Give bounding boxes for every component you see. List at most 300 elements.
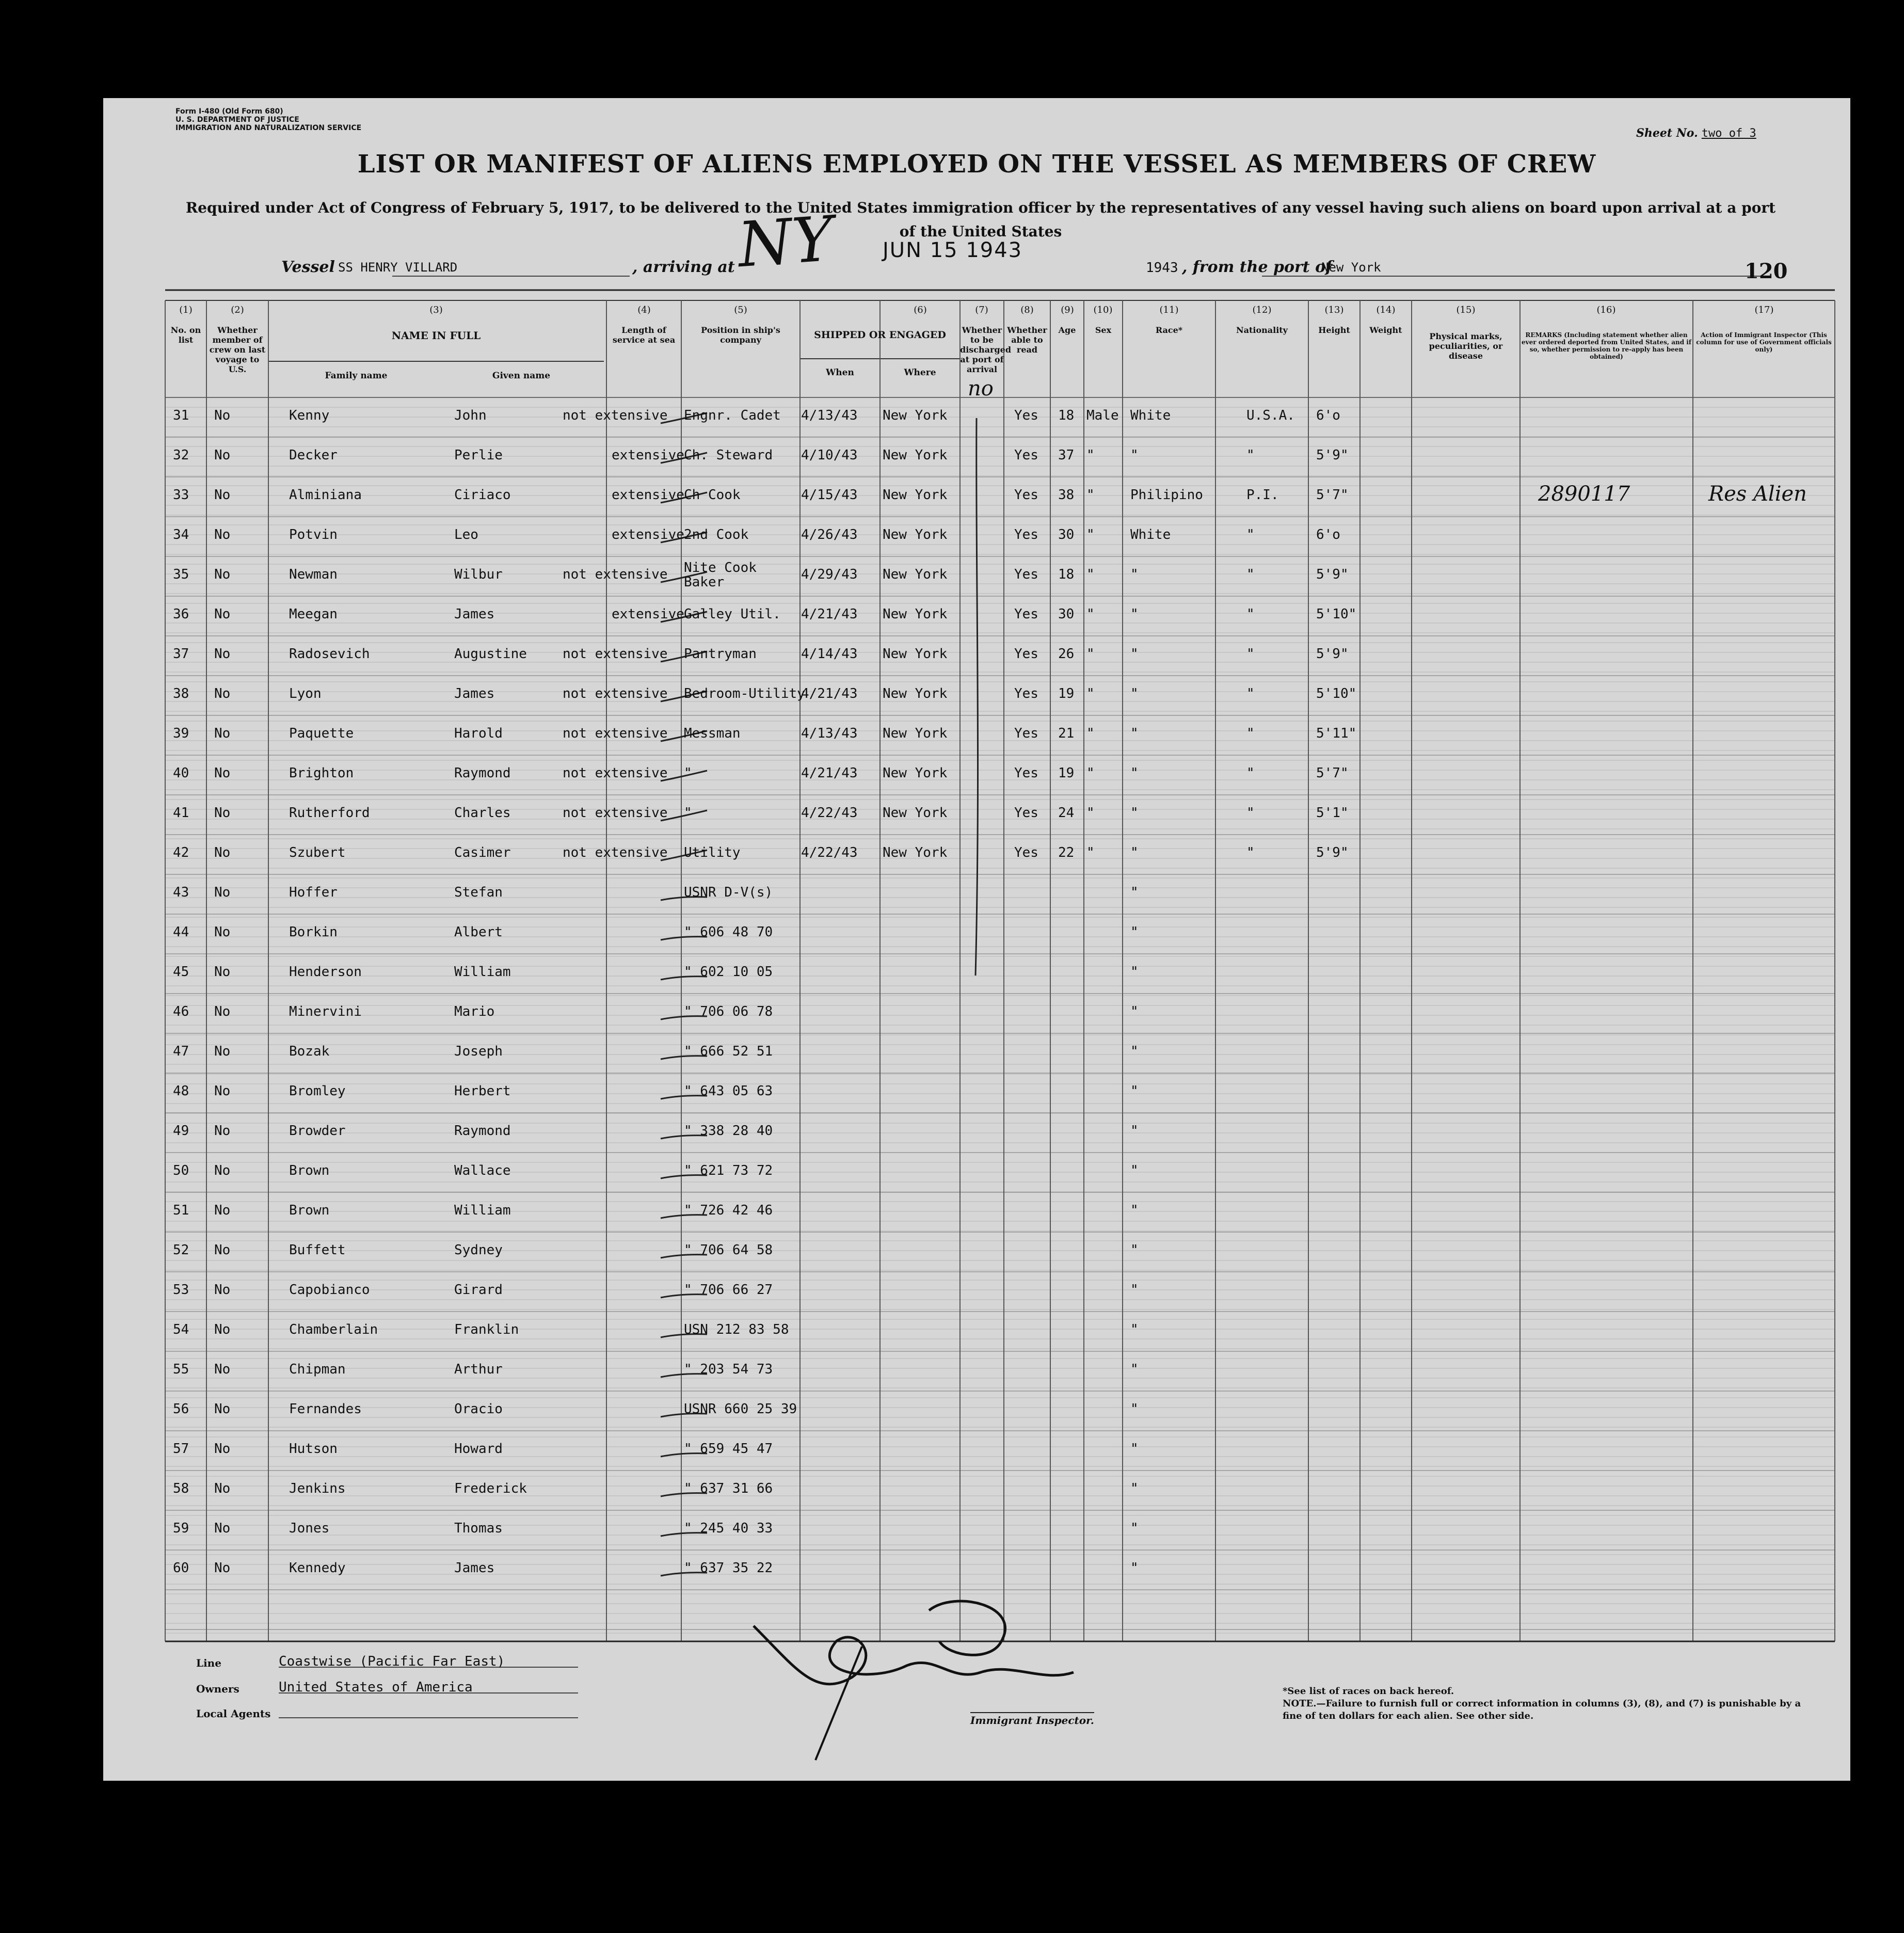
shipped-where-cell: New York bbox=[883, 686, 948, 701]
sex-cell: " bbox=[1086, 726, 1095, 741]
position-cell: " 706 64 58 bbox=[684, 1242, 773, 1258]
length-of-service-cell: not extensive bbox=[563, 686, 668, 701]
race-cell: " bbox=[1130, 1123, 1139, 1139]
shipped-when-cell: 4/21/43 bbox=[801, 765, 858, 781]
column-number-16: (16) bbox=[1596, 305, 1616, 315]
row-number-cell: 59 bbox=[173, 1521, 189, 1536]
race-cell: " bbox=[1130, 1004, 1139, 1019]
sex-cell: Male bbox=[1086, 408, 1119, 423]
shipped-where-cell: New York bbox=[883, 646, 948, 662]
race-cell: " bbox=[1130, 1521, 1139, 1536]
given-name-header: Given name bbox=[492, 371, 551, 381]
given-name-cell: Ciriaco bbox=[454, 487, 511, 503]
family-name-cell: Potvin bbox=[289, 527, 338, 542]
given-name-cell: Charles bbox=[454, 805, 511, 821]
length-of-service-cell: not extensive bbox=[563, 726, 668, 741]
shipped-where-cell: New York bbox=[883, 448, 948, 463]
shipped-where-cell: New York bbox=[883, 408, 948, 423]
last-voyage-cell: No bbox=[214, 527, 231, 542]
position-cell: " 637 35 22 bbox=[684, 1560, 773, 1576]
shipped-when-cell: 4/29/43 bbox=[801, 567, 858, 582]
race-cell: " bbox=[1130, 606, 1139, 622]
last-voyage-cell: No bbox=[214, 845, 231, 860]
column-number-1: (1) bbox=[179, 305, 193, 315]
race-cell: " bbox=[1130, 1163, 1139, 1178]
height-cell: 6'o bbox=[1316, 527, 1340, 542]
race-cell: " bbox=[1130, 924, 1139, 940]
race-cell: " bbox=[1130, 885, 1139, 900]
sex-cell: " bbox=[1086, 527, 1095, 542]
length-of-service-cell: not extensive bbox=[563, 646, 668, 662]
inspector-label: Immigrant Inspector. bbox=[970, 1712, 1094, 1727]
position-cell: Engnr. Cadet bbox=[684, 408, 781, 423]
length-of-service-cell: not extensive bbox=[563, 845, 668, 860]
column-header-15: Physical marks, peculiarities, or disease bbox=[1429, 331, 1503, 361]
from-port-value: New York bbox=[1321, 260, 1381, 275]
given-name-cell: Raymond bbox=[454, 1123, 511, 1139]
column-number-7: (7) bbox=[975, 305, 988, 315]
row-number-cell: 41 bbox=[173, 805, 189, 821]
sex-cell: " bbox=[1086, 487, 1095, 503]
column-header-1: No. on list bbox=[170, 325, 201, 345]
able-to-read-cell: Yes bbox=[1014, 845, 1038, 860]
column-number-14: (14) bbox=[1376, 305, 1396, 315]
row-number-cell: 56 bbox=[173, 1401, 189, 1417]
given-name-cell: Stefan bbox=[454, 885, 503, 900]
position-cell: Ch. Steward bbox=[684, 448, 773, 463]
age-cell: 18 bbox=[1058, 408, 1075, 423]
age-cell: 37 bbox=[1058, 448, 1075, 463]
shipped-when-cell: 4/10/43 bbox=[801, 448, 858, 463]
column-number-2: (2) bbox=[231, 305, 244, 315]
family-name-cell: Newman bbox=[289, 567, 338, 582]
shipped-when-cell: 4/13/43 bbox=[801, 726, 858, 741]
sheet-number bbox=[1636, 126, 1756, 140]
page-title: LIST OR MANIFEST OF ALIENS EMPLOYED ON THE VESSEL AS MEMBERS OF CREW bbox=[357, 150, 1596, 179]
shipped-when-cell: 4/22/43 bbox=[801, 805, 858, 821]
nationality-cell: U.S.A. bbox=[1246, 408, 1295, 423]
race-cell: " bbox=[1130, 1560, 1139, 1576]
sex-cell: " bbox=[1086, 448, 1095, 463]
position-cell: " 245 40 33 bbox=[684, 1521, 773, 1536]
row-number-cell: 37 bbox=[173, 646, 189, 662]
given-name-cell: Thomas bbox=[454, 1521, 503, 1536]
footer-line-row bbox=[196, 1657, 221, 1669]
row-number-cell: 58 bbox=[173, 1481, 189, 1496]
family-name-cell: Henderson bbox=[289, 964, 362, 980]
position-cell: " bbox=[684, 805, 692, 821]
row-number-cell: 57 bbox=[173, 1441, 189, 1457]
position-cell: Ch Cook bbox=[684, 487, 741, 503]
position-cell: Pantryman bbox=[684, 646, 757, 662]
family-name-cell: Capobianco bbox=[289, 1282, 370, 1298]
nationality-cell: " bbox=[1246, 805, 1255, 821]
family-name-cell: Jenkins bbox=[289, 1481, 346, 1496]
race-cell: " bbox=[1130, 1441, 1139, 1457]
last-voyage-cell: No bbox=[214, 408, 231, 423]
given-name-cell: Oracio bbox=[454, 1401, 503, 1417]
owners-label: Owners bbox=[196, 1683, 239, 1695]
footnotes bbox=[1283, 1685, 1809, 1722]
last-voyage-cell: No bbox=[214, 1123, 231, 1139]
race-cell: " bbox=[1130, 1481, 1139, 1496]
given-name-cell: Arthur bbox=[454, 1362, 503, 1377]
position-cell: " 637 31 66 bbox=[684, 1481, 773, 1496]
column-header-4: Length of service at sea bbox=[612, 325, 676, 345]
shipped-when-cell: 4/13/43 bbox=[801, 408, 858, 423]
family-name-cell: Hoffer bbox=[289, 885, 338, 900]
able-to-read-cell: Yes bbox=[1014, 805, 1038, 821]
sex-cell: " bbox=[1086, 686, 1095, 701]
given-name-cell: Casimer bbox=[454, 845, 511, 860]
row-number-cell: 38 bbox=[173, 686, 189, 701]
last-voyage-cell: No bbox=[214, 1083, 231, 1099]
inspector-action-cell: Res Alien bbox=[1708, 482, 1807, 506]
given-name-cell: Howard bbox=[454, 1441, 503, 1457]
column-header-7: Whether to be discharged at port of arrival bbox=[960, 325, 1011, 374]
discharge-bracket bbox=[975, 418, 978, 976]
last-voyage-cell: No bbox=[214, 1242, 231, 1258]
able-to-read-cell: Yes bbox=[1014, 567, 1038, 582]
column-header-13: Height bbox=[1318, 325, 1350, 335]
position-cell: Nite Cook Baker bbox=[684, 560, 757, 590]
row-number-cell: 40 bbox=[173, 765, 189, 781]
race-cell: " bbox=[1130, 964, 1139, 980]
given-name-cell: Sydney bbox=[454, 1242, 503, 1258]
family-name-cell: Decker bbox=[289, 448, 338, 463]
shipped-where-cell: New York bbox=[883, 527, 948, 542]
row-number-cell: 46 bbox=[173, 1004, 189, 1019]
given-name-cell: Albert bbox=[454, 924, 503, 940]
age-cell: 19 bbox=[1058, 686, 1075, 701]
position-cell: Galley Util. bbox=[684, 606, 781, 622]
local-agents-label: Local Agents bbox=[196, 1707, 271, 1720]
row-number-cell: 45 bbox=[173, 964, 189, 980]
height-cell: 5'9" bbox=[1316, 448, 1349, 463]
shipped-where-cell: New York bbox=[883, 487, 948, 503]
row-number-cell: 32 bbox=[173, 448, 189, 463]
family-name-cell: Minervini bbox=[289, 1004, 362, 1019]
position-cell: USNR D-V(s) bbox=[684, 885, 773, 900]
sex-cell: " bbox=[1086, 606, 1095, 622]
last-voyage-cell: No bbox=[214, 964, 231, 980]
family-name-cell: Borkin bbox=[289, 924, 338, 940]
vessel-line bbox=[281, 258, 335, 276]
length-of-service-cell: not extensive bbox=[563, 765, 668, 781]
arrival-port-handwritten: NY bbox=[735, 203, 836, 282]
sex-cell: " bbox=[1086, 765, 1095, 781]
form-number: Form I-480 (Old Form 680) bbox=[175, 107, 283, 116]
given-name-cell: Leo bbox=[454, 527, 478, 542]
race-cell: White bbox=[1130, 527, 1171, 542]
column-header-17: Action of Immigrant Inspector (This column for use of Government officials only) bbox=[1696, 331, 1832, 353]
height-cell: 5'11" bbox=[1316, 726, 1357, 741]
last-voyage-cell: No bbox=[214, 606, 231, 622]
position-cell: Utility bbox=[684, 845, 741, 860]
last-voyage-cell: No bbox=[214, 646, 231, 662]
arrival-year: 1943 bbox=[1146, 260, 1178, 276]
where-header: Where bbox=[904, 368, 936, 378]
column-number-10: (10) bbox=[1093, 305, 1113, 315]
race-cell: " bbox=[1130, 1282, 1139, 1298]
position-cell: " 706 06 78 bbox=[684, 1004, 773, 1019]
inspector-signature bbox=[733, 1595, 1094, 1765]
age-cell: 30 bbox=[1058, 527, 1075, 542]
given-name-cell: Wilbur bbox=[454, 567, 503, 582]
given-name-cell: William bbox=[454, 964, 511, 980]
position-cell: " 621 73 72 bbox=[684, 1163, 773, 1178]
shipped-where-cell: New York bbox=[883, 805, 948, 821]
row-number-cell: 50 bbox=[173, 1163, 189, 1178]
last-voyage-cell: No bbox=[214, 1203, 231, 1218]
row-number-cell: 42 bbox=[173, 845, 189, 860]
shipped-where-cell: New York bbox=[883, 726, 948, 741]
last-voyage-cell: No bbox=[214, 1362, 231, 1377]
line-value: Coastwise (Pacific Far East) bbox=[279, 1654, 505, 1669]
position-cell: USNR 660 25 39 bbox=[684, 1401, 797, 1417]
age-cell: 19 bbox=[1058, 765, 1075, 781]
given-name-cell: Mario bbox=[454, 1004, 495, 1019]
last-voyage-cell: No bbox=[214, 1441, 231, 1457]
column-header-14: Weight bbox=[1369, 325, 1402, 335]
age-cell: 24 bbox=[1058, 805, 1075, 821]
column-number-15: (15) bbox=[1456, 305, 1476, 315]
shipped-engaged-header: SHIPPED OR ENGAGED bbox=[814, 329, 946, 341]
nationality-cell: " bbox=[1246, 606, 1255, 622]
able-to-read-cell: Yes bbox=[1014, 726, 1038, 741]
family-name-cell: Alminiana bbox=[289, 487, 362, 503]
given-name-cell: Wallace bbox=[454, 1163, 511, 1178]
column-number-13: (13) bbox=[1324, 305, 1344, 315]
last-voyage-cell: No bbox=[214, 1481, 231, 1496]
race-cell: " bbox=[1130, 1362, 1139, 1377]
shipped-where-cell: New York bbox=[883, 567, 948, 582]
last-voyage-cell: No bbox=[214, 448, 231, 463]
family-name-cell: Chipman bbox=[289, 1362, 346, 1377]
race-cell: " bbox=[1130, 726, 1139, 741]
owners-value: United States of America bbox=[279, 1680, 473, 1695]
nationality-cell: " bbox=[1246, 686, 1255, 701]
arriving-label: , arriving at bbox=[632, 258, 735, 276]
sheet-label: Sheet No. bbox=[1636, 126, 1698, 140]
nationality-cell: P.I. bbox=[1246, 487, 1279, 503]
column-number-3: (3) bbox=[429, 305, 443, 315]
family-name-header: Family name bbox=[325, 371, 388, 381]
height-cell: 5'7" bbox=[1316, 765, 1349, 781]
able-to-read-cell: Yes bbox=[1014, 527, 1038, 542]
race-cell: " bbox=[1130, 686, 1139, 701]
race-footnote: *See list of races on back hereof. bbox=[1283, 1686, 1454, 1697]
discharge-note: no bbox=[968, 377, 994, 401]
height-cell: 5'10" bbox=[1316, 606, 1357, 622]
position-cell: " 666 52 51 bbox=[684, 1044, 773, 1059]
length-of-service-cell: not extensive bbox=[563, 805, 668, 821]
date-stamp: JUN 15 1943 bbox=[883, 238, 1023, 262]
race-cell: " bbox=[1130, 1203, 1139, 1218]
column-header-16: REMARKS (Including statement whether alien ever ordered deported from United States, and if so, whether permission to re-apply has been obtained) bbox=[1521, 331, 1692, 360]
race-cell: " bbox=[1130, 646, 1139, 662]
position-cell: Bedroom-Utility bbox=[684, 686, 805, 701]
nationality-cell: " bbox=[1246, 845, 1255, 860]
last-voyage-cell: No bbox=[214, 1163, 231, 1178]
last-voyage-cell: No bbox=[214, 765, 231, 781]
given-name-cell: Frederick bbox=[454, 1481, 527, 1496]
able-to-read-cell: Yes bbox=[1014, 765, 1038, 781]
age-cell: 30 bbox=[1058, 606, 1075, 622]
given-name-cell: Franklin bbox=[454, 1322, 519, 1337]
length-of-service-cell: extensive bbox=[612, 487, 684, 503]
column-header-10: Sex bbox=[1095, 325, 1112, 335]
age-cell: 26 bbox=[1058, 646, 1075, 662]
row-number-cell: 34 bbox=[173, 527, 189, 542]
age-cell: 18 bbox=[1058, 567, 1075, 582]
row-number-cell: 36 bbox=[173, 606, 189, 622]
nationality-cell: " bbox=[1246, 726, 1255, 741]
given-name-cell: James bbox=[454, 606, 495, 622]
race-cell: " bbox=[1130, 845, 1139, 860]
last-voyage-cell: No bbox=[214, 1044, 231, 1059]
race-cell: " bbox=[1130, 1044, 1139, 1059]
given-name-cell: Raymond bbox=[454, 765, 511, 781]
row-number-cell: 39 bbox=[173, 726, 189, 741]
position-cell: " 659 45 47 bbox=[684, 1441, 773, 1457]
column-number-6: (6) bbox=[914, 305, 927, 315]
column-number-9: (9) bbox=[1061, 305, 1074, 315]
race-cell: " bbox=[1130, 1242, 1139, 1258]
line-label: Line bbox=[196, 1657, 221, 1669]
column-number-4: (4) bbox=[637, 305, 651, 315]
position-cell: " 338 28 40 bbox=[684, 1123, 773, 1139]
column-header-8: Whether able to read bbox=[1007, 325, 1047, 355]
shipped-when-cell: 4/14/43 bbox=[801, 646, 858, 662]
family-name-cell: Lyon bbox=[289, 686, 322, 701]
row-number-cell: 49 bbox=[173, 1123, 189, 1139]
family-name-cell: Bozak bbox=[289, 1044, 330, 1059]
nationality-cell: " bbox=[1246, 527, 1255, 542]
row-number-cell: 52 bbox=[173, 1242, 189, 1258]
manifest-sheet bbox=[103, 98, 1850, 1781]
able-to-read-cell: Yes bbox=[1014, 606, 1038, 622]
last-voyage-cell: No bbox=[214, 686, 231, 701]
shipped-when-cell: 4/21/43 bbox=[801, 606, 858, 622]
family-name-cell: Fernandes bbox=[289, 1401, 362, 1417]
position-cell: " bbox=[684, 765, 692, 781]
shipped-when-cell: 4/22/43 bbox=[801, 845, 858, 860]
from-port-label: , from the port of bbox=[1182, 258, 1333, 276]
row-number-cell: 51 bbox=[173, 1203, 189, 1218]
column-header-5: Position in ship's company bbox=[701, 325, 780, 345]
height-cell: 6'o bbox=[1316, 408, 1340, 423]
able-to-read-cell: Yes bbox=[1014, 487, 1038, 503]
nationality-cell: " bbox=[1246, 448, 1255, 463]
family-name-cell: Brown bbox=[289, 1163, 330, 1178]
page-subtitle: Required under Act of Congress of February 5, 1917, to be delivered to the United States immigration officer by the representatives of any vessel having such aliens on board upon arrival at a port of the United States bbox=[185, 199, 1776, 240]
race-cell: " bbox=[1130, 1401, 1139, 1417]
column-number-5: (5) bbox=[734, 305, 747, 315]
age-cell: 38 bbox=[1058, 487, 1075, 503]
given-name-cell: James bbox=[454, 686, 495, 701]
family-name-cell: Kennedy bbox=[289, 1560, 346, 1576]
row-number-cell: 43 bbox=[173, 885, 189, 900]
length-of-service-cell: extensive bbox=[612, 606, 684, 622]
family-name-cell: Szubert bbox=[289, 845, 346, 860]
race-cell: " bbox=[1130, 448, 1139, 463]
column-number-8: (8) bbox=[1020, 305, 1034, 315]
length-of-service-cell: not extensive bbox=[563, 408, 668, 423]
height-cell: 5'9" bbox=[1316, 646, 1349, 662]
vessel-name: SS HENRY VILLARD bbox=[338, 260, 458, 275]
family-name-cell: Meegan bbox=[289, 606, 338, 622]
able-to-read-cell: Yes bbox=[1014, 448, 1038, 463]
name-in-full-header: NAME IN FULL bbox=[391, 329, 481, 342]
family-name-cell: Jones bbox=[289, 1521, 330, 1536]
vessel-label: Vessel bbox=[281, 258, 335, 276]
age-cell: 21 bbox=[1058, 726, 1075, 741]
able-to-read-cell: Yes bbox=[1014, 408, 1038, 423]
given-name-cell: Augustine bbox=[454, 646, 527, 662]
row-number-cell: 47 bbox=[173, 1044, 189, 1059]
shipped-where-cell: New York bbox=[883, 765, 948, 781]
family-name-cell: Brown bbox=[289, 1203, 330, 1218]
given-name-cell: William bbox=[454, 1203, 511, 1218]
family-name-cell: Bromley bbox=[289, 1083, 346, 1099]
row-number-cell: 48 bbox=[173, 1083, 189, 1099]
row-number-cell: 53 bbox=[173, 1282, 189, 1298]
department-name: U. S. DEPARTMENT OF JUSTICE bbox=[175, 116, 299, 124]
length-of-service-cell: not extensive bbox=[563, 567, 668, 582]
last-voyage-cell: No bbox=[214, 885, 231, 900]
position-cell: " 726 42 46 bbox=[684, 1203, 773, 1218]
service-name: IMMIGRATION AND NATURALIZATION SERVICE bbox=[175, 124, 362, 132]
last-voyage-cell: No bbox=[214, 487, 231, 503]
shipped-when-cell: 4/26/43 bbox=[801, 527, 858, 542]
given-name-cell: James bbox=[454, 1560, 495, 1576]
sex-cell: " bbox=[1086, 567, 1095, 582]
column-header-11: Race* bbox=[1155, 325, 1183, 335]
height-cell: 5'10" bbox=[1316, 686, 1357, 701]
row-number-cell: 33 bbox=[173, 487, 189, 503]
age-cell: 22 bbox=[1058, 845, 1075, 860]
row-number-cell: 60 bbox=[173, 1560, 189, 1576]
shipped-where-cell: New York bbox=[883, 606, 948, 622]
height-cell: 5'1" bbox=[1316, 805, 1349, 821]
column-header-9: Age bbox=[1058, 325, 1076, 335]
form-header-block bbox=[175, 107, 361, 132]
race-cell: " bbox=[1130, 567, 1139, 582]
race-cell: " bbox=[1130, 765, 1139, 781]
position-cell: " 602 10 05 bbox=[684, 964, 773, 980]
when-header: When bbox=[826, 368, 854, 378]
family-name-cell: Browder bbox=[289, 1123, 346, 1139]
nationality-cell: " bbox=[1246, 567, 1255, 582]
column-number-11: (11) bbox=[1159, 305, 1179, 315]
position-cell: Messman bbox=[684, 726, 741, 741]
nationality-cell: " bbox=[1246, 646, 1255, 662]
race-cell: " bbox=[1130, 805, 1139, 821]
height-cell: 5'7" bbox=[1316, 487, 1349, 503]
shipped-where-cell: New York bbox=[883, 845, 948, 860]
race-cell: Philipino bbox=[1130, 487, 1203, 503]
height-cell: 5'9" bbox=[1316, 845, 1349, 860]
given-name-cell: John bbox=[454, 408, 487, 423]
remarks-cell: 2890117 bbox=[1538, 482, 1630, 506]
position-cell: " 706 66 27 bbox=[684, 1282, 773, 1298]
family-name-cell: Hutson bbox=[289, 1441, 338, 1457]
row-number-cell: 55 bbox=[173, 1362, 189, 1377]
last-voyage-cell: No bbox=[214, 567, 231, 582]
given-name-cell: Girard bbox=[454, 1282, 503, 1298]
family-name-cell: Chamberlain bbox=[289, 1322, 378, 1337]
